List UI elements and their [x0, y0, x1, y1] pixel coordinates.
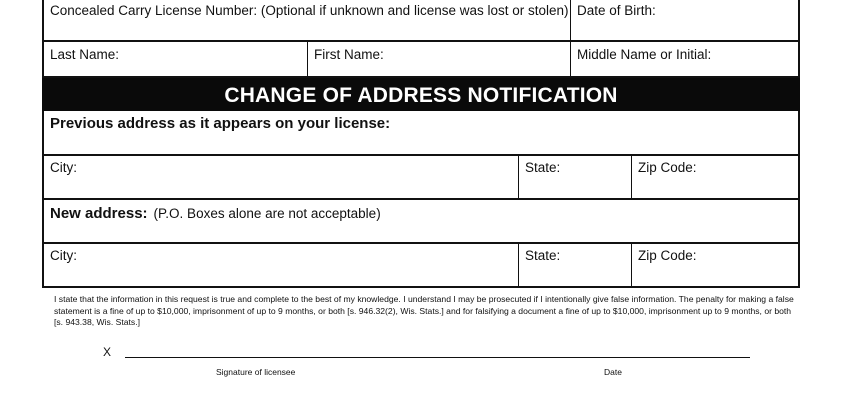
license-number-field[interactable]	[44, 0, 570, 40]
middle-name-field[interactable]	[570, 42, 798, 76]
middle-name-label: Middle Name or Initial:	[577, 47, 712, 62]
new-address-row	[42, 200, 800, 244]
name-row	[42, 42, 800, 78]
license-row	[42, 0, 800, 42]
previous-zip-label: Zip Code:	[638, 160, 697, 175]
section-title-banner: CHANGE OF ADDRESS NOTIFICATION	[42, 78, 800, 111]
new-city-label: City:	[50, 248, 77, 263]
first-name-field[interactable]	[307, 42, 570, 76]
new-state-label: State:	[525, 248, 561, 263]
signature-line[interactable]	[125, 357, 750, 358]
new-city-field[interactable]	[44, 244, 518, 286]
previous-address-row	[42, 111, 800, 156]
previous-city-label: City:	[50, 160, 77, 175]
new-zip-label: Zip Code:	[638, 248, 697, 263]
signature-x-mark: X	[103, 345, 112, 359]
last-name-label: Last Name:	[50, 47, 120, 62]
previous-city-field[interactable]	[44, 156, 518, 198]
previous-state-label: State:	[525, 160, 561, 175]
first-name-label: First Name:	[314, 47, 384, 62]
previous-city-row	[42, 156, 800, 200]
previous-address-field[interactable]	[44, 111, 798, 154]
legal-statement: I state that the information in this request is true and complete to the best of my knowledge. I understand I may be prosecuted if I intentionally give false information. The penalty for making a false statement is a fine of up to $10,000, imprisonment of up to 9 months, or both [s. 946.32(2), Wis. Stats.] and for falsifying a document a fine of up to $10,000, imprisonment up to 9 months, or both [s. 943.38, Wis. Stats.]	[54, 294, 794, 327]
last-name-field[interactable]	[44, 42, 307, 76]
previous-zip-field[interactable]	[631, 156, 798, 198]
license-number-label: Concealed Carry License Number: (Optional if unknown and license was lost or stolen)	[50, 3, 569, 18]
new-address-note: (P.O. Boxes alone are not acceptable)	[153, 206, 381, 221]
date-label: Date	[604, 367, 622, 377]
new-address-title: New address:	[50, 205, 148, 222]
previous-address-label: Previous address as it appears on your license:	[50, 115, 391, 132]
new-address-label	[50, 205, 381, 222]
date-of-birth-label: Date of Birth:	[577, 3, 656, 18]
new-city-row	[42, 244, 800, 288]
signature-label: Signature of licensee	[216, 367, 296, 377]
previous-state-field[interactable]	[518, 156, 631, 198]
new-address-field[interactable]	[44, 200, 798, 242]
new-state-field[interactable]	[518, 244, 631, 286]
new-zip-field[interactable]	[631, 244, 798, 286]
date-of-birth-field[interactable]	[570, 0, 798, 40]
